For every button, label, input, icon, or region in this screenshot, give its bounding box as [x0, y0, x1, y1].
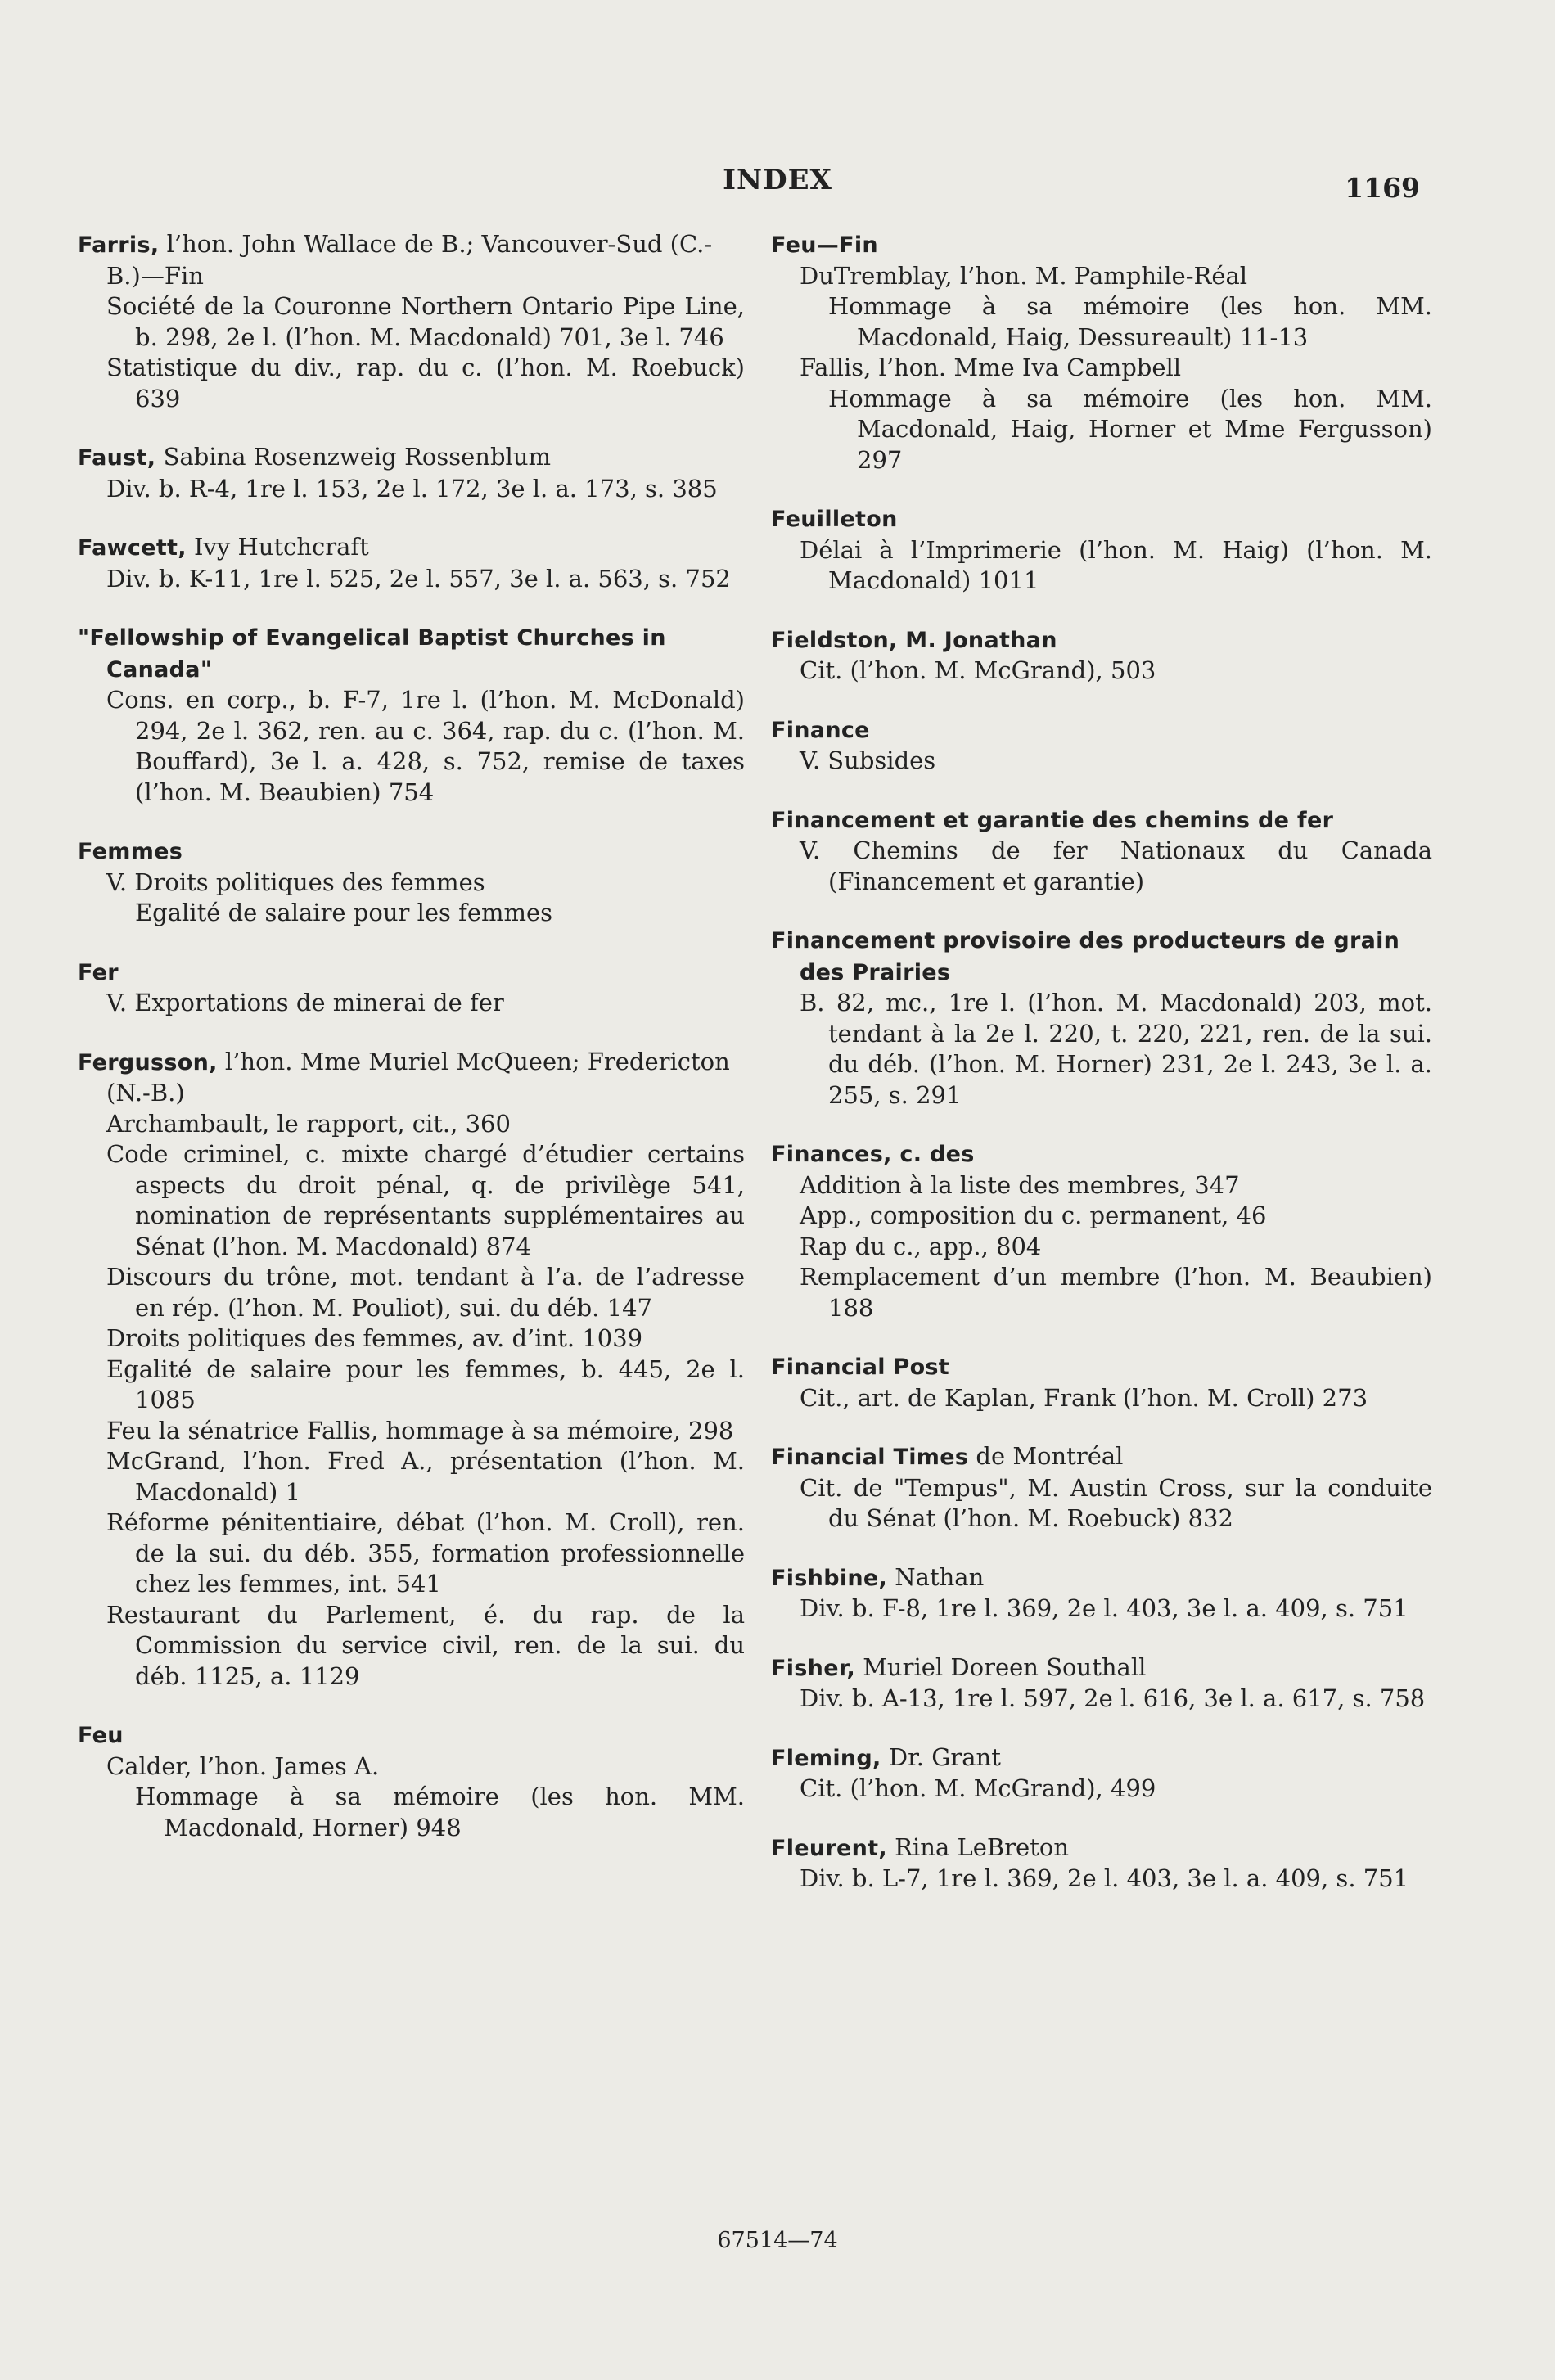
index-entry-heading: [78, 1047, 745, 1109]
index-entry-fawcett: [78, 532, 745, 594]
index-subentry: App., composition du c. permanent, 46: [800, 1201, 1267, 1229]
index-entry-heading: [771, 1652, 1432, 1684]
index-subentry: Délai à l’Imprimerie (l’hon. M. Haig) (l’hon. M. Macdonald) 1011: [800, 535, 1432, 594]
index-entry-term-detail: de Montréal: [976, 1442, 1124, 1470]
index-entry-term: Financement et garantie des chemins de fer: [771, 807, 1334, 833]
index-entry-heading: [78, 836, 745, 868]
index-entry-term: Financement provisoire des producteurs de grain des Prairies: [771, 928, 1400, 985]
index-subentry: Feu la sénatrice Fallis, hommage à sa mémoire, 298: [106, 1416, 734, 1445]
index-entry-term-detail: Rina LeBreton: [895, 1832, 1070, 1861]
index-entry-term: Financial Post: [771, 1355, 950, 1380]
index-subentry: Div. b. F-8, 1re l. 369, 2e l. 403, 3e l. a. 409, s. 751: [800, 1594, 1409, 1622]
index-subentry: V. Exportations de minerai de fer: [106, 989, 504, 1016]
index-subentry: Cit. de "Tempus", M. Austin Cross, sur la conduite du Sénat (l’hon. M. Roebuck) 832: [800, 1473, 1432, 1532]
index-entry-financement-provisoire: [771, 925, 1432, 1111]
index-entry-heading: [771, 503, 1432, 535]
index-entry-term: Femmes: [78, 839, 183, 864]
index-subentry: Hommage à sa mémoire (les hon. MM. Macdonald, Horner) 948: [135, 1783, 745, 1841]
index-entry-term-detail: Nathan: [895, 1562, 985, 1591]
index-entry-term: Farris,: [78, 232, 160, 258]
index-subentry: Archambault, le rapport, cit., 360: [106, 1109, 511, 1138]
index-subentry: Div. b. K-11, 1re l. 525, 2e l. 557, 3e l. a. 563, s. 752: [106, 564, 731, 593]
index-entry-heading: [771, 714, 1432, 746]
index-subentry: Calder, l’hon. James A.: [106, 1751, 380, 1780]
index-subentry: Egalité de salaire pour les femmes: [135, 899, 553, 926]
index-subentry: Div. b. A-13, 1re l. 597, 2e l. 616, 3e l. a. 617, s. 758: [800, 1684, 1426, 1712]
index-entry-feu-fin: [771, 229, 1432, 476]
index-subentry: Cons. en corp., b. F-7, 1re l. (l’hon. M. McDonald) 294, 2e l. 362, ren. au c. 364, rap. du c. (l’hon. M. Bouffard), 3e l. a. 428, s. 752, remise de taxes (l’hon. M. Beaubien) 754: [106, 686, 745, 806]
index-entry-fergusson: [78, 1047, 745, 1693]
index-entry-term: Feuilleton: [771, 507, 898, 532]
index-entry-term: Feu—Fin: [771, 232, 878, 258]
index-entry-farris: [78, 229, 745, 414]
index-subentry: Cit., art. de Kaplan, Frank (l’hon. M. Croll) 273: [800, 1383, 1368, 1412]
index-entry-term: Fergusson,: [78, 1049, 218, 1075]
index-subentry: Rap du c., app., 804: [800, 1232, 1042, 1260]
index-entry-term: Financial Times: [771, 1445, 969, 1470]
index-entry-term: Fishbine,: [771, 1565, 888, 1591]
index-subentry: Droits politiques des femmes, av. d’int. 1039: [106, 1324, 643, 1352]
index-entry-finances: [771, 1138, 1432, 1323]
index-subentry: Société de la Couronne Northern Ontario Pipe Line, b. 298, 2e l. (l’hon. M. Macdonald) 701, 3e l. 746: [106, 292, 745, 351]
index-entry-heading: [771, 229, 1432, 261]
page-number: 1169: [1345, 172, 1420, 204]
index-right-column: [771, 229, 1432, 1922]
index-entry-heading: [771, 1138, 1432, 1170]
index-subentry: Discours du trône, mot. tendant à l’a. de l’adresse en rép. (l’hon. M. Pouliot), sui. du déb. 147: [106, 1263, 745, 1322]
index-entry-heading: [78, 532, 745, 564]
index-subentry: V. Subsides: [800, 746, 936, 774]
index-entry-term: Finances, c. des: [771, 1142, 975, 1167]
index-entry-fleurent: [771, 1832, 1432, 1895]
index-entry-financement-garantie: [771, 805, 1432, 898]
index-entry-heading: [771, 1562, 1432, 1594]
index-entry-financial-post: [771, 1351, 1432, 1413]
index-subentry: B. 82, mc., 1re l. (l’hon. M. Macdonald) 203, mot. tendant à la 2e l. 220, t. 220, 221, ren. de la sui. du déb. (l’hon. M. Horner) 231, 2e l. 243, 3e l. a. 255, s. 291: [800, 989, 1432, 1109]
index-entry-term: "Fellowship of Evangelical Baptist Churches in Canada": [78, 625, 666, 683]
index-header-title: INDEX: [723, 164, 832, 196]
index-entry-heading: [771, 624, 1432, 656]
index-entry-faust: [78, 442, 745, 504]
index-entry-term: Fieldston, M. Jonathan: [771, 627, 1057, 653]
index-entry-term: Faust,: [78, 445, 156, 471]
index-subentry: Restaurant du Parlement, é. du rap. de la Commission du service civil, ren. de la sui. du déb. 1125, a. 1129: [106, 1600, 745, 1690]
index-subentry: Statistique du div., rap. du c. (l’hon. M. Roebuck) 639: [106, 354, 745, 412]
index-subentry: Egalité de salaire pour les femmes, b. 445, 2e l. 1085: [106, 1355, 745, 1413]
index-entry-term-detail: Ivy Hutchcraft: [194, 533, 369, 561]
index-entry-term: Fawcett,: [78, 535, 187, 561]
index-entry-heading: [78, 622, 745, 685]
index-subentry: V. Droits politiques des femmes: [106, 868, 485, 896]
index-entry-heading: [771, 805, 1432, 836]
index-subentry: Remplacement d’un membre (l’hon. M. Beaubien) 188: [800, 1263, 1432, 1322]
index-entry-heading: [78, 957, 745, 989]
index-entry-heading: [78, 1720, 745, 1751]
index-entry-femmes: [78, 836, 745, 929]
index-entry-heading: [771, 1742, 1432, 1774]
index-entry-term-detail: l’hon. John Wallace de B.; Vancouver-Sud (C.-B.)—Fin: [106, 230, 713, 290]
index-entry-fieldston: [771, 624, 1432, 687]
index-entry-term: Fer: [78, 959, 119, 985]
index-entry-heading: [78, 229, 745, 291]
index-entry-term: Fisher,: [771, 1655, 856, 1681]
index-entry-term-detail: l’hon. Mme Muriel McQueen; Fredericton (N.-B.): [106, 1047, 730, 1107]
index-subentry: Hommage à sa mémoire (les hon. MM. Macdonald, Haig, Horner et Mme Fergusson) 297: [828, 384, 1432, 474]
index-subentry: Fallis, l’hon. Mme Iva Campbell: [800, 354, 1182, 381]
index-subentry: Réforme pénitentiaire, débat (l’hon. M. Croll), ren. de la sui. du déb. 355, formation professionnelle chez les femmes, int. 541: [106, 1508, 745, 1598]
index-subentry: Addition à la liste des membres, 347: [800, 1170, 1240, 1199]
index-subentry: Hommage à sa mémoire (les hon. MM. Macdonald, Haig, Dessureault) 11-13: [828, 292, 1432, 351]
index-entry-fisher: [771, 1652, 1432, 1715]
index-entry-term-detail: Dr. Grant: [888, 1742, 1001, 1771]
index-entry-fellowship: [78, 622, 745, 808]
index-entry-term: Fleurent,: [771, 1835, 887, 1861]
index-entry-fer: [78, 957, 745, 1019]
index-entry-finance: [771, 714, 1432, 777]
index-entry-heading: [771, 925, 1432, 988]
index-subentry: Div. b. L-7, 1re l. 369, 2e l. 403, 3e l. a. 409, s. 751: [800, 1864, 1409, 1892]
index-entry-term-detail: Sabina Rosenzweig Rossenblum: [163, 443, 551, 471]
index-left-column: [78, 229, 745, 1871]
index-entry-heading: [771, 1441, 1432, 1473]
index-subentry: Cit. (l’hon. M. McGrand), 503: [800, 656, 1156, 684]
index-entry-term: Fleming,: [771, 1745, 881, 1771]
index-entry-term: Feu: [78, 1723, 124, 1748]
index-entry-feuilleton: [771, 503, 1432, 597]
index-subentry: V. Chemins de fer Nationaux du Canada (Financement et garantie): [800, 836, 1432, 895]
index-entry-fishbine: [771, 1562, 1432, 1625]
index-entry-fleming: [771, 1742, 1432, 1805]
index-subentry: Div. b. R-4, 1re l. 153, 2e l. 172, 3e l. a. 173, s. 385: [106, 474, 718, 503]
index-entry-feu: [78, 1720, 745, 1843]
index-entry-heading: [78, 442, 745, 474]
index-entry-term: Finance: [771, 717, 870, 743]
index-entry-financial-times: [771, 1441, 1432, 1535]
page-footer-code: 67514—74: [717, 2228, 838, 2253]
index-subentry: Code criminel, c. mixte chargé d’étudier certains aspects du droit pénal, q. de privilège 541, nomination de représentants supplémentaires au Sénat (l’hon. M. Macdonald) 874: [106, 1140, 745, 1260]
index-subentry: McGrand, l’hon. Fred A., présentation (l’hon. M. Macdonald) 1: [106, 1447, 745, 1506]
index-entry-heading: [771, 1832, 1432, 1864]
index-subentry: Cit. (l’hon. M. McGrand), 499: [800, 1774, 1156, 1802]
index-entry-heading: [771, 1351, 1432, 1383]
index-entry-term-detail: Muriel Doreen Southall: [863, 1652, 1147, 1681]
index-subentry: DuTremblay, l’hon. M. Pamphile-Réal: [800, 261, 1248, 290]
